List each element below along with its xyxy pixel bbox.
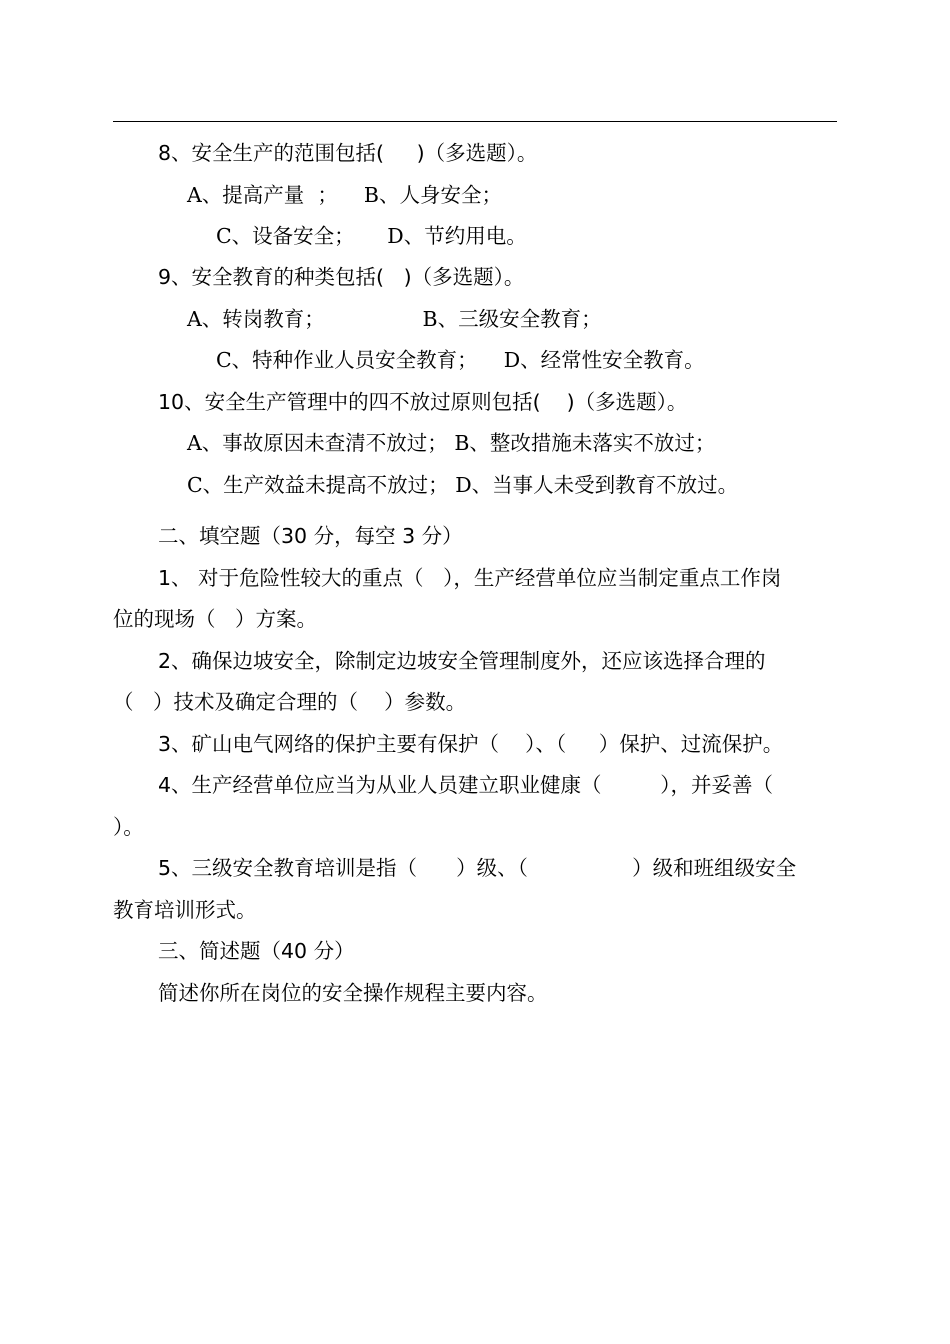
- question-8-options-ab: A、提高产量 ； B、人身安全；: [187, 183, 502, 207]
- question-10: 10、安全生产管理中的四不放过原则包括( )（多选题）。: [158, 390, 688, 414]
- fill-question-4-line-2: ）。: [113, 815, 144, 839]
- question-9-options-cd: C、特种作业人员安全教育； D、经常性安全教育。: [216, 348, 705, 372]
- question-9: 9、安全教育的种类包括( )（多选题）。: [158, 265, 525, 289]
- fill-question-4-line-1: 4、生产经营单位应当为从业人员建立职业健康（ ），并妥善（: [158, 773, 773, 797]
- question-9-options-ab: A、转岗教育； B、三级安全教育；: [187, 307, 602, 331]
- question-8: 8、安全生产的范围包括( )（多选题）。: [158, 141, 538, 165]
- fill-question-2-line-1: 2、确保边坡安全，除制定边坡安全管理制度外，还应该选择合理的: [158, 649, 766, 673]
- fill-question-1-line-2: 位的现场（ ）方案。: [113, 607, 318, 631]
- essay-question: 简述你所在岗位的安全操作规程主要内容。: [158, 981, 548, 1005]
- question-10-options-cd: C、生产效益未提高不放过； D、当事人未受到教育不放过。: [187, 473, 739, 497]
- section-2-heading: 二、填空题（30 分，每空 3 分）: [158, 524, 463, 548]
- fill-question-5-line-1: 5、三级安全教育培训是指（ ）级、（ ）级和班组级安全: [158, 856, 797, 880]
- fill-question-2-line-2: （ ）技术及确定合理的（ ）参数。: [113, 690, 467, 714]
- section-3-heading: 三、简述题（40 分）: [158, 939, 355, 963]
- fill-question-5-line-2: 教育培训形式。: [113, 898, 257, 922]
- question-10-options-ab: A、事故原因未查清不放过； B、整改措施未落实不放过；: [187, 431, 716, 455]
- fill-question-3: 3、矿山电气网络的保护主要有保护（ ）、（ ）保护、过流保护。: [158, 732, 784, 756]
- question-8-options-cd: C、设备安全； D、节约用电。: [216, 224, 527, 248]
- fill-question-1-line-1: 1、 对于危险性较大的重点（ ），生产经营单位应当制定重点工作岗: [158, 566, 782, 590]
- header-rule: [113, 121, 837, 122]
